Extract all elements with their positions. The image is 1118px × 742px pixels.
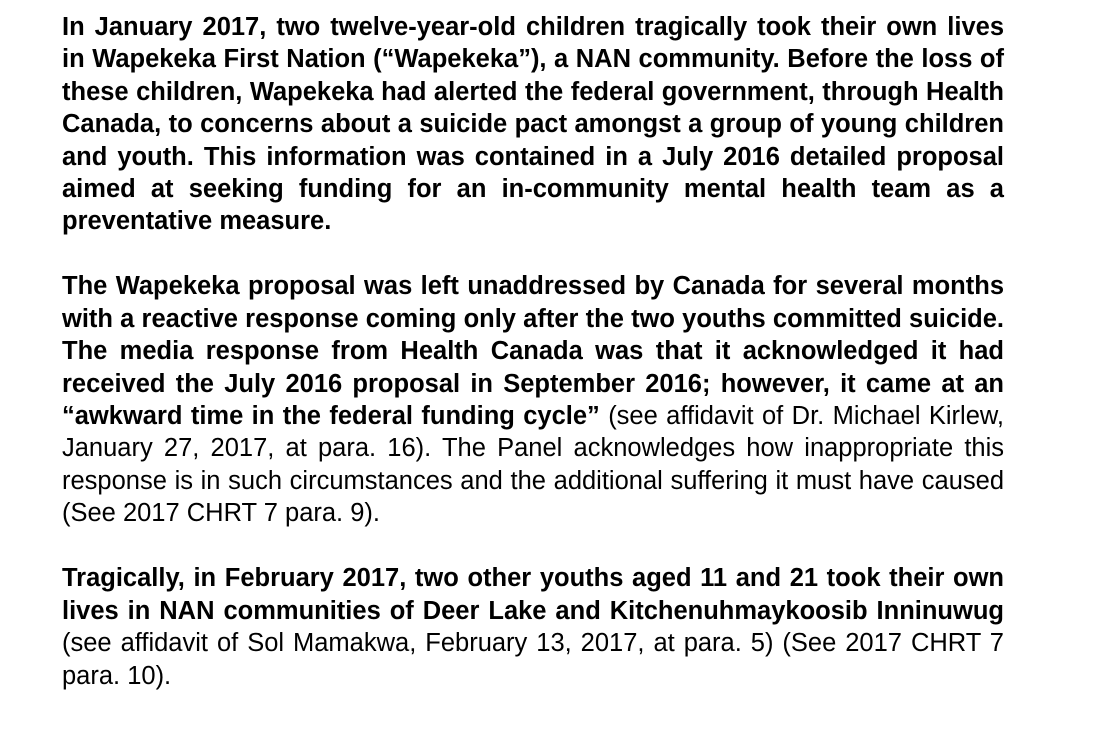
paragraph-2: [62, 270, 1004, 529]
paragraph-2-bold-text: The Wapekeka proposal was left unaddressed by Canada for several months with a reactive response coming only after the two youths committed suicide. The media response from Health Canada was that it acknowledged it had received the July 2016 proposal in September 2016; however, it came at an “awkward time in the federal funding cycle”: [62, 272, 1004, 431]
paragraph-3-regular-text: (see affidavit of Sol Mamakwa, February 13, 2017, at para. 5) (See 2017 CHRT 7 para. 10).: [62, 629, 1004, 690]
paragraph-1-bold-text: In January 2017, two twelve-year-old children tragically took their own lives in Wapekeka First Nation (“Wapekeka”), a NAN community. Before the loss of these children, Wapekeka had alerted the federal government, through Health Canada, to concerns about a suicide pact amongst a group of young children and youth. This information was contained in a July 2016 detailed proposal aimed at seeking funding for an in-community mental health team as a preventative measure.: [62, 13, 1004, 236]
document-page: [62, 11, 1004, 725]
paragraph-1: [62, 11, 1004, 238]
paragraph-3: [62, 562, 1004, 692]
paragraph-2-regular-text: (see affidavit of Dr. Michael Kirlew, January 27, 2017, at para. 16). The Panel acknowledges how inappropriate this response is in such circumstances and the additional suffering it must have caused (See 2017 CHRT 7 para. 9).: [62, 402, 1004, 528]
paragraph-3-bold-text: Tragically, in February 2017, two other youths aged 11 and 21 took their own lives in NAN communities of Deer Lake and Kitchenuhmaykoosib Inninuwug: [62, 564, 1004, 625]
